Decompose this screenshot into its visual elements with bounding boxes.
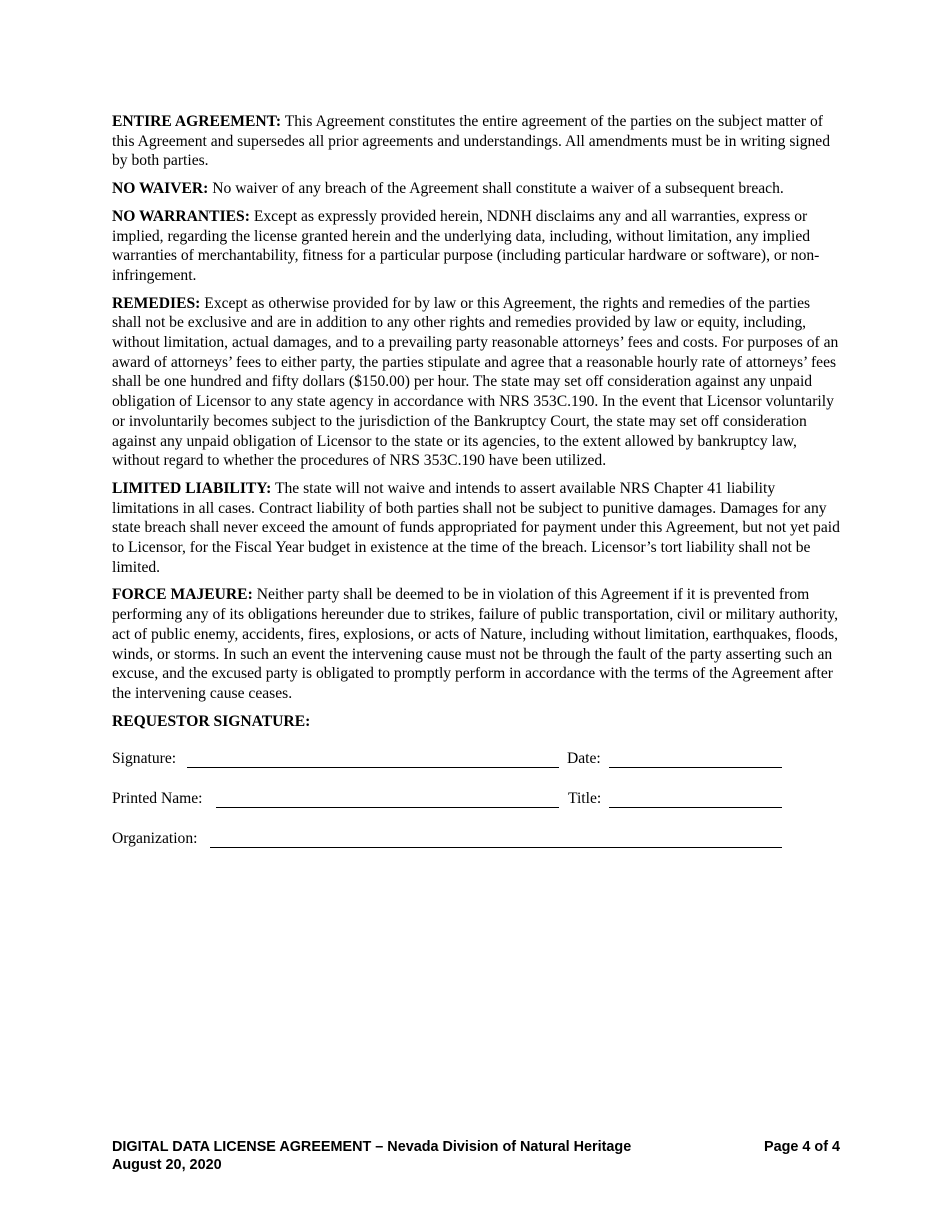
section-heading: NO WAIVER: [112, 180, 209, 198]
section-heading: FORCE MAJEURE: [112, 586, 253, 604]
title-label: Title: [568, 790, 602, 808]
section-remedies [112, 294, 840, 471]
page-number: Page 4 of 4 [764, 1139, 840, 1155]
section-text: This Agreement constitutes the entire agreement of the parties on the subject matter of this Agreement and supersedes all prior agreements and understandings. All amendments must be in writing signed by both parties. [112, 113, 831, 170]
signature-label: Signature: [112, 750, 177, 768]
date-label: Date: [567, 750, 601, 768]
printed-name-row [112, 789, 840, 809]
printed-name-field[interactable] [216, 807, 559, 808]
page-footer [112, 1138, 840, 1174]
title-field[interactable] [609, 807, 782, 808]
section-text: The state will not waive and intends to assert available NRS Chapter 41 liability limitations in all cases. Contract liability of both parties shall not be subject to punitive damages. Damages for any state breach shall never exceed the amount of funds appropriated for payment under this Agreement, but not yet paid to Licensor, for the Fiscal Year budget in existence at the time of the breach. Licensor’s tort liability shall not be limited. [112, 479, 840, 576]
section-entire-agreement [112, 112, 840, 171]
signature-field[interactable] [187, 767, 559, 768]
organization-row [112, 829, 840, 849]
section-text: Except as expressly provided herein, NDNH disclaims any and all warranties, express or implied, regarding the license granted herein and the underlying data, including, without limitation, any implied warranties of merchantability, fitness for a particular purpose (including particular hardware or software), or non-infringement. [112, 207, 820, 284]
organization-label: Organization: [112, 830, 198, 848]
footer-title: DIGITAL DATA LICENSE AGREEMENT – Nevada Division of Natural Heritage [112, 1139, 632, 1155]
footer-date: August 20, 2020 [112, 1157, 222, 1173]
date-field[interactable] [609, 767, 782, 768]
section-heading: ENTIRE AGREEMENT: [112, 113, 282, 130]
section-text: Neither party shall be deemed to be in violation of this Agreement if it is prevented from performing any of its obligations hereunder due to strikes, failure of public transportation, civil or military authority, act of public enemy, accidents, fires, explosions, or acts of Nature, including without limitation, earthquakes, floods, winds, or storms. In such an event the intervening cause must not be through the fault of the party asserting such an excuse, and the excused party is obligated to promptly perform in accordance with the terms of the Agreement after the intervening cause ceases. [112, 586, 839, 702]
section-limited-liability [112, 479, 840, 578]
organization-field[interactable] [210, 847, 782, 848]
section-heading: LIMITED LIABILITY: [112, 479, 272, 497]
section-heading: REMEDIES: [112, 294, 201, 312]
printed-name-label: Printed Name: [112, 790, 203, 808]
section-heading: NO WARRANTIES: [112, 207, 250, 225]
section-text: Except as otherwise provided for by law or this Agreement, the rights and remedies of the parties shall not be exclusive and are in addition to any other rights and remedies provided by law or equity, including, without limitation, actual damages, and to a prevailing party reasonable attorneys’ fees and costs. For purposes of an award of attorneys’ fees to either party, the parties stipulate and agree that a reasonable hourly rate of attorneys’ fees shall be one hundred and fifty dollars ($150.00) per hour. The state may set off consideration against any unpaid obligation of Licensor to any state agency in accordance with NRS 353C.190. In the event that Licensor voluntarily or involuntarily becomes subject to the jurisdiction of the Bankruptcy Court, the state may set off consideration against any unpaid obligation of Licensor to the state or its agencies, to the extent allowed by bankruptcy law, without regard to whether the procedures of NRS 353C.190 have been utilized. [112, 294, 839, 470]
section-no-warranties [112, 207, 840, 286]
signature-row [112, 749, 840, 769]
requestor-signature-heading: REQUESTOR SIGNATURE: [112, 712, 311, 730]
section-no-waiver [112, 179, 840, 199]
section-force-majeure [112, 585, 840, 703]
document-body [112, 112, 840, 849]
section-text: No waiver of any breach of the Agreement shall constitute a waiver of a subsequent breach. [212, 180, 784, 198]
